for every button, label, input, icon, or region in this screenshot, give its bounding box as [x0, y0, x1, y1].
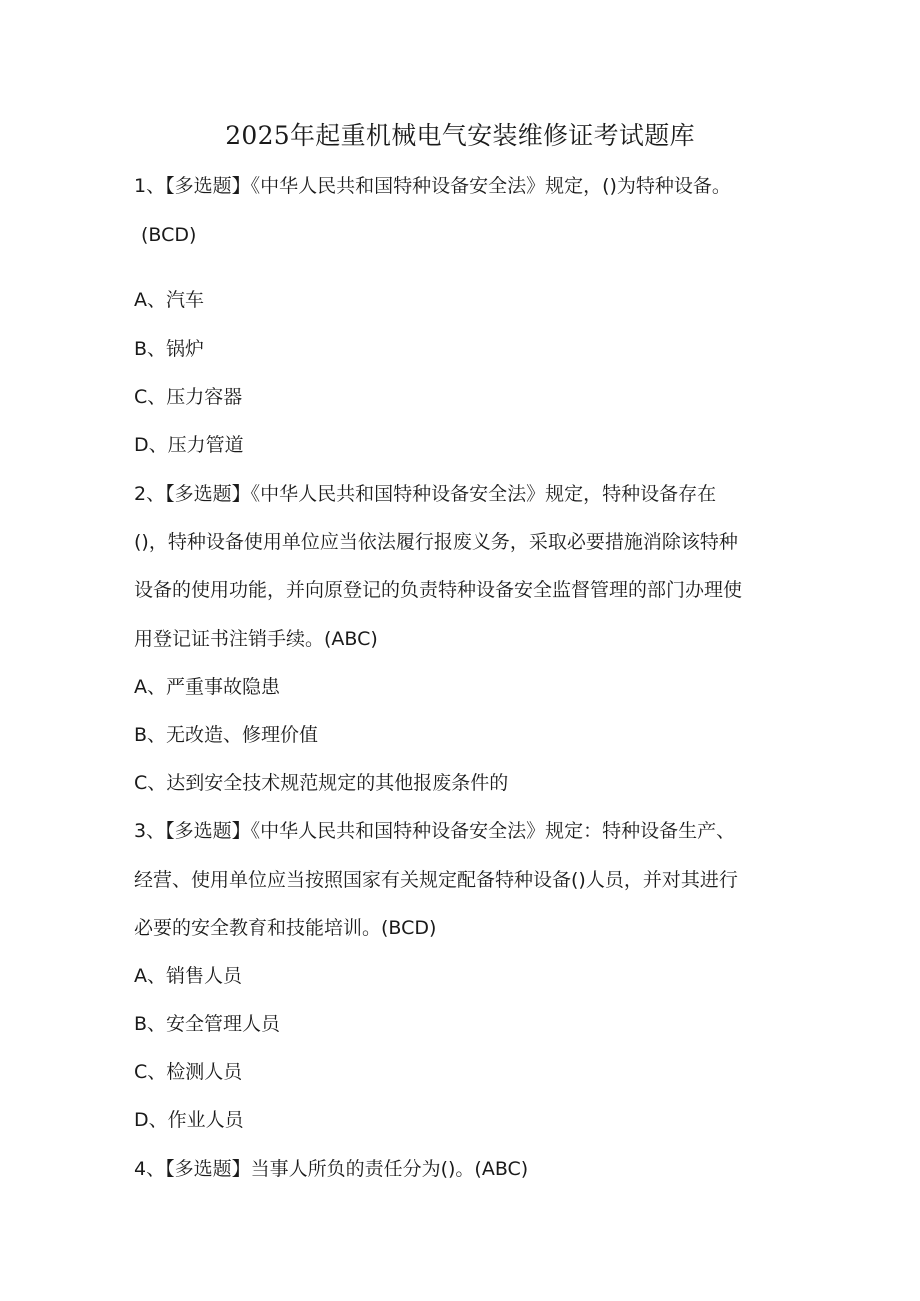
question-2-stem-line-2: ()，特种设备使用单位应当依法履行报废义务，采取必要措施消除该特种 [134, 531, 738, 553]
document-title: 2025年起重机械电气安装维修证考试题库 [225, 121, 695, 150]
question-2-option-a: A、严重事故隐患 [134, 676, 280, 698]
question-2-stem-line-1: 2、【多选题】《中华人民共和国特种设备安全法》规定，特种设备存在 [134, 483, 717, 505]
question-2-option-b: B、无改造、修理价值 [134, 724, 319, 746]
question-3-stem-line-1: 3、【多选题】《中华人民共和国特种设备安全法》规定：特种设备生产、 [134, 820, 736, 842]
question-3-option-a: A、销售人员 [134, 965, 242, 987]
question-3-stem-line-2: 经营、使用单位应当按照国家有关规定配备特种设备()人员，并对其进行 [134, 869, 738, 891]
question-2-option-c: C、达到安全技术规范规定的其他报废条件的 [134, 772, 509, 794]
question-1-stem: 1、【多选题】《中华人民共和国特种设备安全法》规定，()为特种设备。 [134, 175, 731, 197]
question-1-option-c: C、压力容器 [134, 386, 243, 408]
question-2-stem-line-4: 用登记证书注销手续。(ABC) [134, 628, 378, 650]
question-2-stem-line-3: 设备的使用功能，并向原登记的负责特种设备安全监督管理的部门办理使 [134, 579, 743, 601]
question-1-option-b: B、锅炉 [134, 338, 205, 360]
question-3-option-b: B、安全管理人员 [134, 1013, 281, 1035]
question-3-option-d: D、作业人员 [134, 1109, 244, 1131]
question-4-stem: 4、【多选题】当事人所负的责任分为()。(ABC) [134, 1158, 529, 1180]
question-1-option-d: D、压力管道 [134, 434, 244, 456]
question-1-answer: (BCD) [141, 224, 197, 246]
question-3-option-c: C、检测人员 [134, 1061, 243, 1083]
question-1-option-a: A、汽车 [134, 289, 204, 311]
question-3-stem-line-3: 必要的安全教育和技能培训。(BCD) [134, 917, 437, 939]
